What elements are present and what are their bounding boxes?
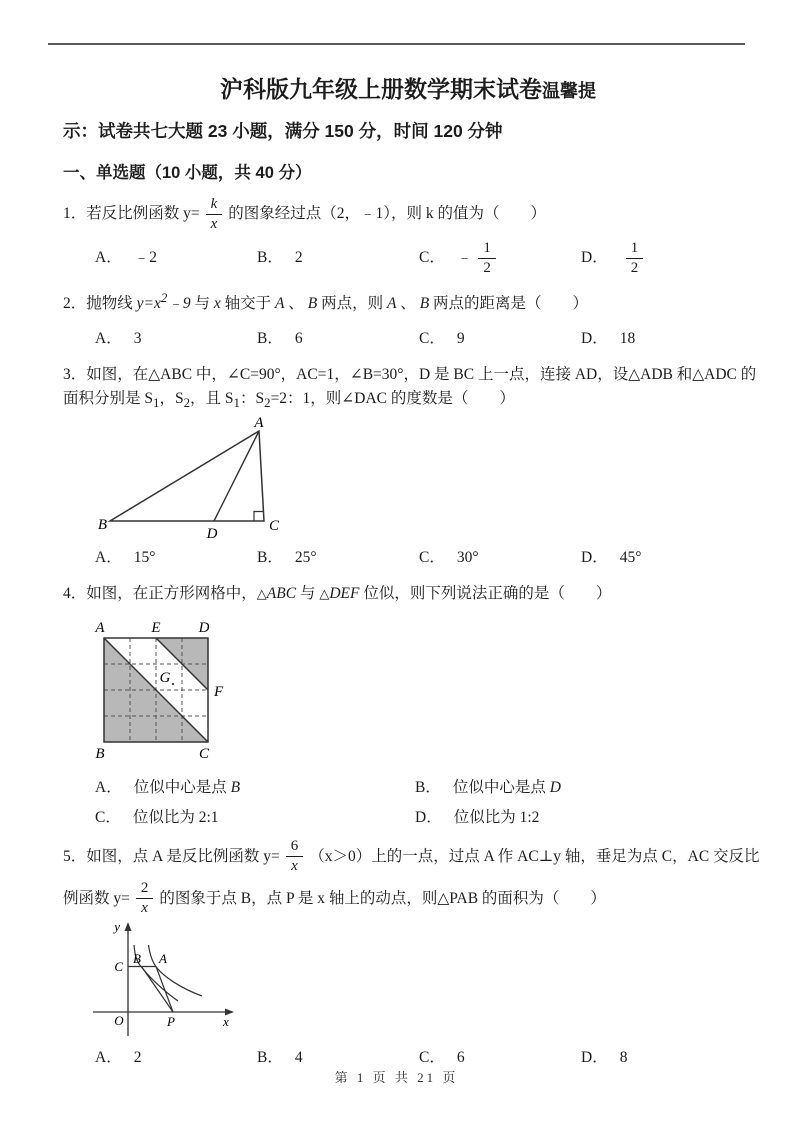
option-value: 4 [294,1048,303,1066]
text-run: 与 [190,295,214,313]
fraction-denominator: x [206,214,223,233]
page-content [0,72,793,1070]
fraction-six-over-x [286,838,304,876]
variable: A [275,295,285,313]
option-text: 位似比为 1:2 [453,808,540,826]
fraction-denominator: 2 [478,258,496,277]
option-a [95,776,415,800]
exam-info-line: 示：试卷共七大题 23 小题，满分 150 分，时间 120 分钟 [63,120,503,141]
question-2-options [63,327,753,351]
section-heading: 一、单选题（10 小题，共 40 分） [63,163,312,182]
triangle-symbol: △ [256,585,267,601]
text-run: 4．如图，在正方形网格中， [63,584,257,602]
option-b [257,1046,419,1070]
variable: DEF [329,584,360,602]
text-run: 两点的距离是（ ） [429,295,589,313]
origin-label: O [114,1012,124,1028]
option-label: C． [95,808,121,826]
question-2-stem [63,288,753,316]
option-value: 45° [619,548,642,566]
question-4-stem [63,582,753,606]
point-label-c: C [198,745,210,762]
option-c [95,806,415,830]
option-label: B． [257,1048,283,1066]
option-label: D． [581,249,608,267]
question-5-stem-line1 [63,836,760,878]
option-value: 30° [456,548,479,566]
page-number-footer: 第 1 页 共 21 页 [334,1070,459,1085]
minus-sign: ﹣ [456,249,473,267]
fraction-one-half [478,240,496,278]
option-b [415,776,735,800]
variable: A [386,295,397,313]
text-run: =2：1，则∠DAC 的度数是（ ） [270,389,515,407]
option-label: A． [95,548,122,566]
option-a [95,236,257,280]
option-b [257,546,419,570]
point-g-dot [172,683,174,685]
option-b [257,327,419,351]
text-run: 2．抛物线 [63,295,137,313]
variable: B [419,295,430,313]
option-d [581,1046,743,1070]
option-label: C． [419,1048,445,1066]
text-run: 、 [284,295,308,313]
fraction-two-over-x [136,880,154,918]
option-c [419,327,581,351]
point-label-a: A [159,950,167,966]
text-run: 例函数 y= [63,889,130,907]
point-label-d: D [198,619,210,636]
option-text: 位似比为 2:1 [132,808,219,826]
text-run: ，且 S [190,389,234,407]
text-run: 的图象于点 B，点 P 是 x 轴上的动点，则△PAB 的面积为（ ） [159,889,606,907]
question-1-options [63,236,753,280]
fraction-denominator: x [136,898,153,917]
hyperbola-graph-figure-q5 [89,918,264,1040]
fraction-numerator: 2 [140,879,149,896]
option-value: 2 [294,249,303,267]
option-label: B． [257,249,283,267]
text-run: 与 [296,584,320,602]
question-3-stem-line2 [63,387,753,413]
text-run: 的图象经过点（2，﹣1），则 k 的值为（ ） [228,205,547,223]
fraction-k-over-x [206,196,223,234]
point-label-b: B [97,516,107,533]
option-label: A． [95,1048,122,1066]
text-run: 面积分别是 S [63,389,153,407]
question-5-stem-line2 [63,878,753,920]
page-title [63,72,753,108]
axis-label-y: y [114,918,120,934]
text-run: 、 [396,295,420,313]
option-label: B． [257,548,283,566]
option-value: 2 [133,1048,142,1066]
formula-run: ﹣9 [167,295,191,313]
option-text: 位似中心是点 [452,778,550,796]
point-label-a: A [254,416,264,431]
fraction-numerator: 1 [483,239,491,256]
option-d [581,546,743,570]
point-label-d: D [206,525,218,542]
question-4-options-row2 [63,806,753,830]
point-label-f: F [214,683,224,700]
option-c [419,1046,581,1070]
fraction-denominator: x [286,856,303,875]
option-label: D． [415,808,442,826]
segment-ap [156,966,173,1012]
point-label-p: P [167,1013,175,1029]
triangle-symbol: △ [319,585,330,601]
y-axis-arrow [125,922,132,931]
text-run: ，S [159,389,184,407]
option-label: A． [95,329,122,347]
point-label-b: B [133,950,141,966]
option-a [95,327,257,351]
fraction-one-half [626,240,644,278]
variable: ABC [266,584,297,602]
option-value: 3 [133,329,142,347]
question-5-options [63,1046,753,1070]
option-value: 6 [294,329,303,347]
option-label: A． [95,778,122,796]
fraction-denominator: 2 [626,258,644,277]
axis-label-x: x [223,1013,229,1029]
option-label: D． [581,1048,608,1066]
text-run: 两点，则 [317,295,387,313]
option-c [419,546,581,570]
option-value: ﹣2 [133,249,157,267]
option-label: B． [415,778,441,796]
subscript: 1 [153,394,160,410]
question-3-options [63,546,753,570]
text-run: 1．若反比例函数 y= [63,205,200,223]
header-rule [48,43,745,45]
option-d [581,327,743,351]
option-value: 15° [133,548,156,566]
option-label: D． [581,329,608,347]
triangle-figure-q3 [97,417,337,542]
option-value: 18 [619,329,636,347]
question-4-options-row1 [63,776,753,800]
text-run: 轴交于 [220,295,275,313]
text-run: （x＞0）上的一点，过点 A 作 AC⊥y 轴，垂足为点 C，AC 交反比 [309,847,760,865]
subscript: 2 [183,394,191,410]
point-label-a: A [95,619,105,636]
point-label-e: E [151,619,161,636]
option-label: C． [419,548,445,566]
option-label: A． [95,249,122,267]
triangle-abc [110,431,264,521]
option-value: 8 [619,1048,628,1066]
option-label: C． [419,329,445,347]
title-suffix: 温馨提 [542,81,596,101]
option-label: B． [257,329,283,347]
point-label-c: C [114,958,123,974]
fraction-numerator: 1 [630,239,639,256]
option-b [257,236,419,280]
subscript: 1 [233,394,240,410]
option-a [95,546,257,570]
option-text: 位似中心是点 [133,778,231,796]
formula-run: y=x [136,295,161,313]
question-3-stem-line1: 3．如图，在△ABC 中，∠C=90°，AC=1，∠B=30°，D 是 BC 上一点，连接 AD，设△ADB 和△ADC 的 [63,365,757,383]
variable: x [213,295,221,313]
option-a [95,1046,257,1070]
fraction-numerator: k [210,195,218,212]
text-run: 5．如图，点 A 是反比例函数 y= [63,847,280,865]
option-d [415,806,735,830]
text-run: ：S [239,389,265,407]
point-label-g: G [159,669,171,686]
option-c [419,236,581,280]
text-run: 位似，则下列说法正确的是（ ） [359,584,612,602]
variable: D [549,778,561,796]
grid-similarity-figure-q4 [88,612,240,764]
variable: B [230,778,241,796]
option-value: 9 [456,329,465,347]
option-value: 6 [456,1048,465,1066]
exponent: 2 [160,290,168,306]
right-angle-mark [254,511,264,521]
title-main: 沪科版九年级上册数学期末试卷 [220,77,542,102]
option-label: D． [581,548,608,566]
point-label-b: B [95,745,105,762]
option-d [581,236,743,280]
fraction-numerator: 6 [290,837,299,854]
option-value: 25° [294,548,317,566]
subscript: 2 [264,394,271,410]
point-label-c: C [269,517,280,534]
option-label: C． [419,249,445,267]
variable: B [307,295,318,313]
question-1-stem [63,192,753,236]
